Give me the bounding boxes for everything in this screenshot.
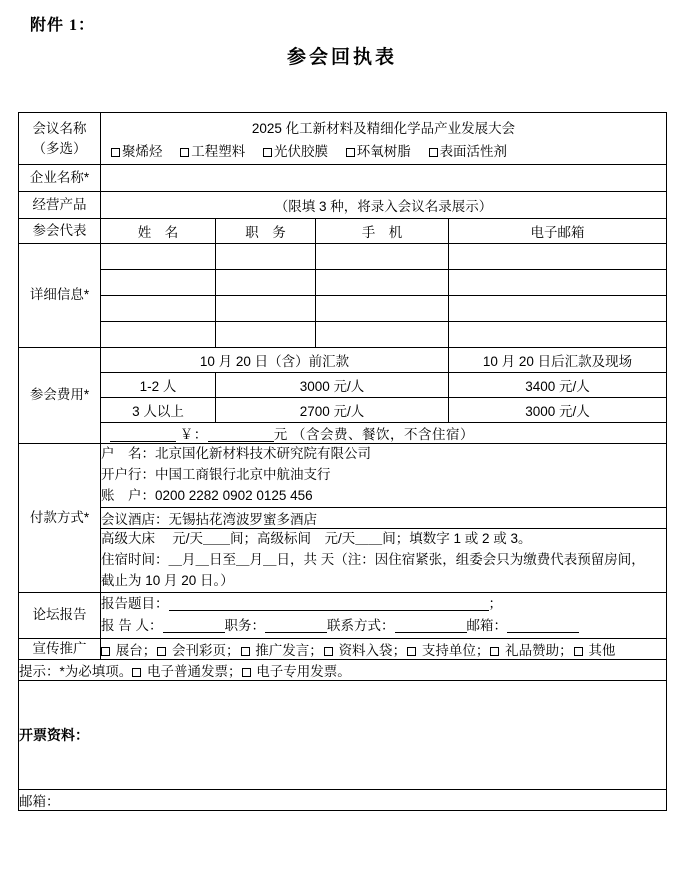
checkbox-icon[interactable] — [157, 647, 166, 656]
checkbox-option-surfactant[interactable] — [429, 144, 508, 159]
fee-amount-blank-1[interactable] — [110, 441, 176, 442]
checkbox-option-material-bag[interactable]: 资料入袋； — [324, 643, 406, 658]
table-row-invoice-info — [19, 681, 667, 790]
fee-total-note[interactable] — [101, 423, 667, 444]
detail-cell-position[interactable] — [216, 244, 316, 270]
table-row-payment-room — [19, 528, 667, 592]
stay-period-line-1[interactable]: 住宿时间：＿月＿日至＿月＿日，共 天（注：因住宿紧张，组委会只为缴费代表预留房间， — [101, 551, 645, 567]
row-label-delegates: 参会代表 — [19, 219, 101, 244]
payment-account-line — [101, 486, 666, 507]
table-row-detail-4 — [19, 322, 667, 348]
account-value: 0200 2282 0902 0125 456 — [155, 487, 313, 503]
fee-currency-label: ￥： — [179, 427, 208, 442]
table-row-mailbox — [19, 790, 667, 811]
fee-early-price-2: 2700 元/人 — [216, 398, 449, 423]
checkbox-icon[interactable] — [346, 148, 355, 157]
fee-unit-label: 元 — [273, 427, 288, 442]
table-row-fee-2 — [19, 398, 667, 423]
business-products-note[interactable]: （限填 3 种，将录入会议名录展示） — [101, 192, 667, 219]
table-row-detail-3 — [19, 296, 667, 322]
column-header-mobile: 手 机 — [316, 219, 449, 244]
detail-cell-email[interactable] — [449, 296, 667, 322]
column-header-position: 职 务 — [216, 219, 316, 244]
conference-title: 2025 化工新材料及精细化学品产业发展大会 — [251, 121, 516, 136]
table-row-payment-bank — [19, 444, 667, 508]
detail-cell-name[interactable] — [101, 296, 216, 322]
table-row-detail-1 — [19, 244, 667, 270]
row-label-promotion: 宣传推广 — [19, 639, 101, 660]
account-key: 账 户： — [101, 487, 155, 503]
payment-account-name-line — [101, 444, 666, 465]
row-label-business-products: 经营产品 — [19, 192, 101, 219]
checkbox-option-polyolefin[interactable] — [111, 144, 163, 159]
report-title-blank[interactable] — [169, 610, 489, 611]
checkbox-icon[interactable] — [407, 647, 416, 656]
checkbox-icon[interactable] — [429, 148, 438, 157]
company-name-input-cell[interactable] — [101, 165, 667, 192]
detail-cell-email[interactable] — [449, 322, 667, 348]
fee-header-early: 10 月 20 日（含）前汇款 — [101, 348, 449, 373]
checkbox-option-color-page[interactable]: 会刊彩页； — [157, 643, 239, 658]
table-row-forum-report — [19, 592, 667, 639]
position-key: 职务： — [224, 618, 266, 634]
checkbox-icon[interactable] — [324, 647, 333, 656]
detail-cell-mobile[interactable] — [316, 244, 449, 270]
table-row-detail-2 — [19, 270, 667, 296]
detail-cell-name[interactable] — [101, 244, 216, 270]
tip-prefix: 提示：*为必填项。 — [19, 664, 133, 680]
mailbox-label: 邮箱： — [19, 794, 60, 810]
report-title-line[interactable] — [101, 593, 666, 616]
hotel-key: 会议酒店： — [101, 511, 169, 527]
checkbox-option-general-invoice[interactable] — [132, 664, 241, 679]
option-label: 其他 — [588, 643, 616, 659]
detail-cell-name[interactable] — [101, 270, 216, 296]
checkbox-icon[interactable] — [574, 647, 583, 656]
option-label: 资料入袋 — [338, 643, 393, 659]
invoice-info-cell[interactable] — [19, 681, 667, 790]
report-title-tail: ； — [488, 595, 502, 611]
conference-name-cell — [101, 113, 667, 165]
table-row-promotion — [19, 639, 667, 660]
room-booking-block[interactable] — [101, 528, 667, 592]
row-label-fees: 参会费用* — [19, 348, 101, 444]
checkbox-icon[interactable] — [180, 148, 189, 157]
checkbox-icon[interactable] — [132, 668, 141, 677]
table-row-payment-hotel — [19, 507, 667, 528]
option-label: 电子专用发票。 — [256, 664, 351, 680]
fee-early-price-1: 3000 元/人 — [216, 373, 449, 398]
table-row-fee-note — [19, 423, 667, 444]
reporter-blank[interactable] — [163, 632, 225, 633]
detail-cell-name[interactable] — [101, 322, 216, 348]
bank-value: 中国工商银行北京中航油支行 — [155, 466, 331, 482]
checkbox-icon[interactable] — [111, 148, 120, 157]
option-label: 支持单位 — [421, 643, 476, 659]
option-label: 光伏胶膜 — [274, 144, 329, 159]
row-label-forum-report: 论坛报告 — [19, 592, 101, 639]
detail-cell-email[interactable] — [449, 244, 667, 270]
conference-hotel-line — [101, 507, 667, 528]
attachment-label: 附件 1： — [30, 17, 96, 34]
email-key: 邮箱： — [466, 618, 508, 634]
invoice-info-title: 开票资料： — [19, 727, 89, 744]
fee-header-late: 10 月 20 日后汇款及现场 — [449, 348, 667, 373]
detail-cell-mobile[interactable] — [316, 296, 449, 322]
column-header-name: 姓 名 — [101, 219, 216, 244]
row-label-details: 详细信息* — [19, 244, 101, 348]
row-label-company-name: 企业名称* — [19, 165, 101, 192]
option-label: 电子普通发票； — [147, 664, 242, 680]
room-type-line[interactable]: 高级大床 元/天＿＿间；高级标间 元/天＿＿间；填数字 1 或 2 或 3。 — [101, 530, 532, 546]
payment-bank-block — [101, 444, 667, 508]
detail-cell-email[interactable] — [449, 270, 667, 296]
mailbox-cell[interactable] — [19, 790, 667, 811]
table-row-conference-name — [19, 113, 667, 165]
detail-cell-position[interactable] — [216, 322, 316, 348]
reporter-key: 报 告 人： — [101, 618, 163, 634]
forum-report-block[interactable] — [101, 592, 667, 639]
checkbox-option-other[interactable] — [574, 643, 616, 658]
column-header-email: 电子邮箱 — [449, 219, 667, 244]
account-name-key: 户 名： — [101, 446, 155, 461]
fee-note-tail: （含会费、餐饮，不含住宿） — [292, 427, 475, 442]
fee-count-2: 3 人以上 — [101, 398, 216, 423]
checkbox-option-engineering-plastics[interactable] — [180, 144, 245, 159]
row-label-payment: 付款方式* — [19, 444, 101, 593]
detail-cell-mobile[interactable] — [316, 322, 449, 348]
option-label: 展台 — [115, 643, 143, 659]
option-label: 环氧树脂 — [356, 144, 411, 159]
table-row-delegates-header — [19, 219, 667, 244]
contact-key: 联系方式： — [327, 618, 395, 634]
checkbox-option-pv-film[interactable] — [263, 144, 328, 159]
report-title-key: 报告题目： — [101, 595, 169, 611]
detail-cell-position[interactable] — [216, 296, 316, 322]
table-row-tip — [19, 660, 667, 681]
checkbox-option-booth[interactable]: 展台； — [101, 643, 156, 658]
payment-bank-line — [101, 465, 666, 486]
table-row-company-name — [19, 165, 667, 192]
contact-blank[interactable] — [395, 632, 467, 633]
table-row-fee-header — [19, 348, 667, 373]
option-label: 会刊彩页 — [172, 643, 227, 659]
row-label-conference-name — [19, 113, 101, 165]
checkbox-option-epoxy-resin[interactable] — [346, 144, 411, 159]
email-blank[interactable] — [507, 632, 579, 633]
detail-cell-mobile[interactable] — [316, 270, 449, 296]
checkbox-option-special-invoice[interactable] — [242, 664, 351, 679]
table-row-business-products — [19, 192, 667, 219]
table-row-fee-1 — [19, 373, 667, 398]
checkbox-icon[interactable] — [241, 647, 250, 656]
conference-options-group — [101, 139, 666, 164]
checkbox-icon[interactable] — [101, 647, 110, 656]
position-blank[interactable] — [265, 632, 327, 633]
option-label: 礼品赞助 — [505, 643, 560, 659]
checkbox-option-gift-sponsor[interactable]: 礼品赞助； — [490, 643, 572, 658]
tip-line — [19, 660, 667, 681]
option-label: 工程塑料 — [191, 144, 246, 159]
fee-count-1: 1-2 人 — [101, 373, 216, 398]
stay-period-line-2: 截止为 10 月 20 日。） — [101, 572, 234, 588]
fee-late-price-1: 3400 元/人 — [449, 373, 667, 398]
bank-key: 开户行： — [101, 466, 155, 482]
fee-late-price-2: 3000 元/人 — [449, 398, 667, 423]
option-label: 聚烯烃 — [122, 144, 163, 159]
checkbox-icon[interactable] — [490, 647, 499, 656]
checkbox-option-promo-speech[interactable]: 推广发言； — [241, 643, 323, 658]
fee-amount-blank-2[interactable] — [208, 441, 274, 442]
conference-label-line2: （多选） — [32, 140, 87, 156]
reporter-line[interactable] — [101, 615, 666, 638]
account-name-value: 北京国化新材料技术研究院有限公司 — [155, 446, 371, 461]
checkbox-option-support-unit[interactable]: 支持单位； — [407, 643, 489, 658]
checkbox-icon[interactable] — [242, 668, 251, 677]
hotel-value: 无锡拈花湾波罗蜜多酒店 — [168, 511, 317, 527]
detail-cell-position[interactable] — [216, 270, 316, 296]
page-title: 参会回执表 — [286, 47, 397, 68]
promotion-options-group — [101, 639, 667, 660]
conference-label-line1: 会议名称 — [32, 120, 87, 136]
checkbox-icon[interactable] — [263, 148, 272, 157]
option-label: 推广发言 — [255, 643, 310, 659]
registration-form-table — [18, 112, 667, 811]
option-label: 表面活性剂 — [439, 144, 508, 159]
